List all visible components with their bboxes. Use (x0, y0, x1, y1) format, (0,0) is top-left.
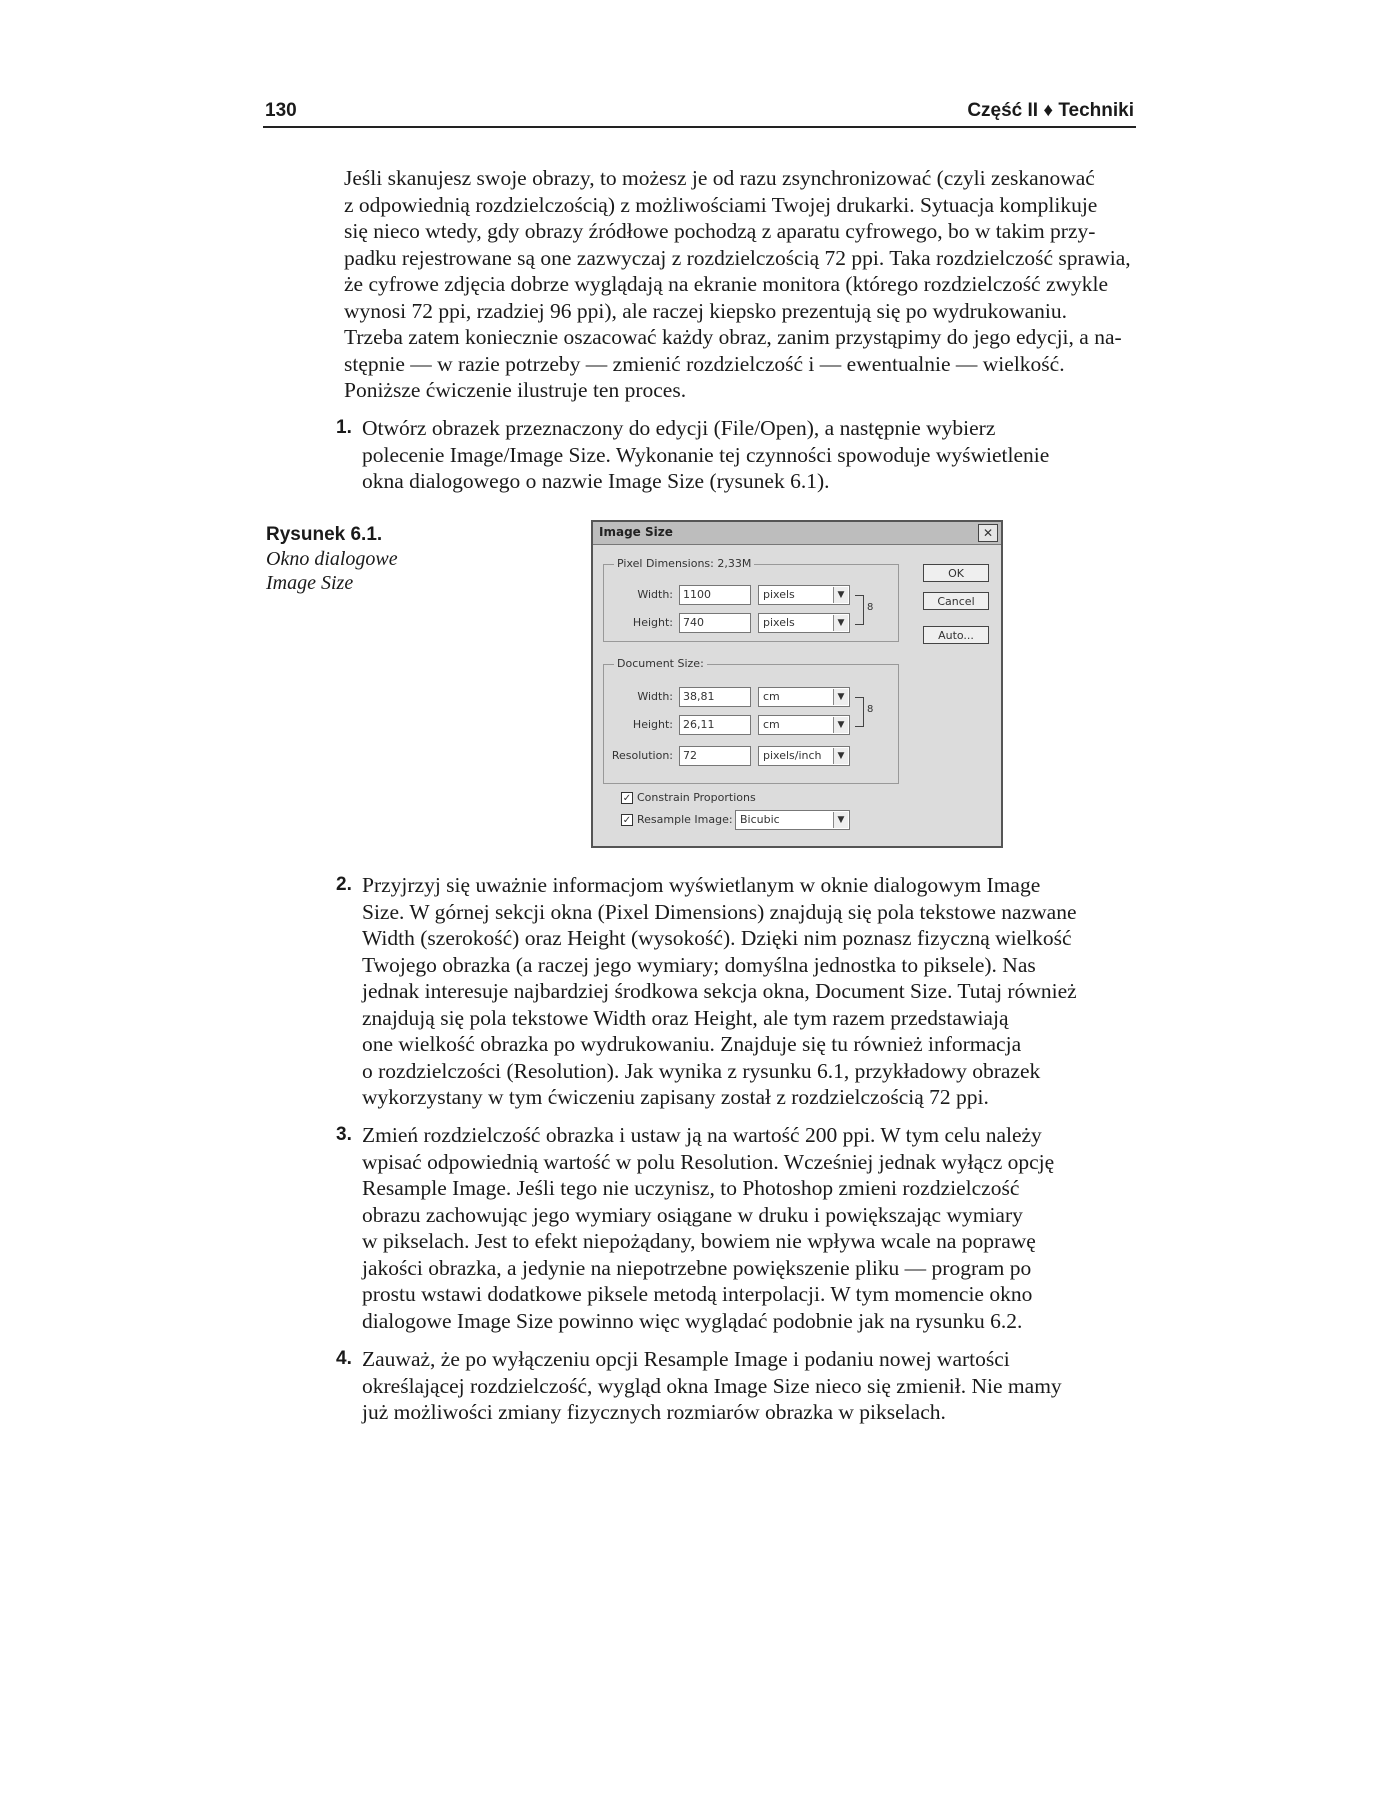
text-line: okna dialogowego o nazwie Image Size (rysunek 6.1). (362, 469, 830, 493)
text-line: wpisać odpowiednią wartość w polu Resolution. Wcześniej jednak wyłącz opcję (362, 1149, 1055, 1174)
text-line: wynosi 72 ppi, rzadziej 96 ppi), ale raczej kiepsko prezentują się po wydrukowaniu. (344, 298, 1068, 323)
auto-button[interactable]: Auto... (923, 626, 989, 644)
doc-height-unit-select[interactable] (758, 715, 850, 735)
figure-caption (266, 523, 446, 595)
pixel-dimensions-legend: Pixel Dimensions: 2,33M (614, 557, 754, 570)
link-bracket (855, 697, 864, 727)
text-line: Przyjrzyj się uważnie informacjom wyświetlanym w oknie dialogowym Image (362, 873, 1041, 897)
step-number: 3. (336, 1124, 352, 1145)
doc-height-label: Height: (632, 718, 673, 731)
text-line: określającej rozdzielczość, wygląd okna Image Size nieco się zmienił. Nie mamy (362, 1373, 1062, 1398)
text-line: stępnie — w razie potrzeby — zmienić rozdzielczość i — ewentualnie — wielkość. (344, 351, 1065, 376)
intro-paragraph (344, 165, 1134, 404)
figure-label: Rysunek 6.1. (266, 524, 383, 545)
chain-link-icon: 8 (867, 602, 874, 613)
text-line: obrazu zachowując jego wymiary osiągane w druku i powiększając wymiary (362, 1202, 1023, 1227)
pixel-width-unit-select[interactable] (758, 585, 850, 605)
chevron-down-icon: ▼ (833, 689, 848, 705)
step-4 (336, 1346, 1137, 1426)
close-icon[interactable]: ✕ (978, 524, 998, 542)
text-line: z odpowiednią rozdzielczością) z możliwościami Twojej drukarki. Sytuacja komplikuje (344, 192, 1098, 217)
text-line: Poniższe ćwiczenie ilustruje ten proces. (344, 378, 687, 402)
text-line: Width (szerokość) oraz Height (wysokość). Dzięki nim poznasz fizyczną wielkość (362, 926, 1072, 950)
document-size-legend: Document Size: (614, 657, 707, 670)
text-line: się nieco wtedy, gdy obrazy źródłowe pochodzą z aparatu cyfrowego, bo w takim przy- (344, 219, 1096, 243)
caption-line: Image Size (266, 572, 354, 594)
step-2 (336, 872, 1137, 1111)
select-value: pixels (763, 588, 795, 601)
doc-width-label: Width: (637, 690, 673, 703)
text-line: padku rejestrowane są one zazwyczaj z rozdzielczością 72 ppi. Taka rozdzielczość sprawia, (344, 245, 1131, 270)
text-line: Trzeba zatem koniecznie oszacować każdy obraz, zanim przystąpimy do jego edycji, a na- (344, 325, 1122, 349)
text-line: Twojego obrazka (a raczej jego wymiary; domyślna jednostka to piksele). Nas (362, 952, 1036, 977)
chevron-down-icon: ▼ (833, 615, 848, 631)
running-title: Część II ♦ Techniki (967, 100, 1134, 121)
text-line: Jeśli skanujesz swoje obrazy, to możesz je od razu zsynchronizować (czyli zeskanować (344, 166, 1095, 190)
select-value: Bicubic (740, 813, 780, 826)
page-number: 130 (265, 100, 297, 121)
link-bracket (855, 595, 864, 625)
doc-height-field[interactable]: 26,11 (679, 715, 751, 735)
resample-method-select[interactable] (735, 810, 850, 830)
chevron-down-icon: ▼ (833, 717, 848, 733)
chevron-down-icon: ▼ (833, 748, 848, 764)
text-line: Zmień rozdzielczość obrazka i ustaw ją na wartość 200 ppi. W tym celu należy (362, 1123, 1042, 1147)
pixel-width-field[interactable]: 1100 (679, 585, 751, 605)
step-1 (336, 415, 1137, 495)
step-number: 4. (336, 1348, 352, 1369)
text-line: one wielkość obrazka po wydrukowaniu. Znajduje się tu również informacja (362, 1032, 1022, 1056)
pixel-width-label: Width: (637, 588, 673, 601)
resolution-label: Resolution: (611, 749, 673, 762)
doc-width-field[interactable]: 38,81 (679, 687, 751, 707)
text-line: prostu wstawi dodatkowe piksele metodą interpolacji. W tym momencie okno (362, 1282, 1033, 1306)
pixel-height-unit-select[interactable] (758, 613, 850, 633)
text-line: jakości obrazka, a jedynie na niepotrzebne powiększenie pliku — program po (362, 1255, 1032, 1280)
caption-line: Okno dialogowe (266, 548, 398, 570)
step-3 (336, 1122, 1137, 1334)
pixel-height-label: Height: (632, 616, 673, 629)
text-line: Size. W górnej sekcji okna (Pixel Dimensions) znajdują się pola tekstowe nazwane (362, 899, 1077, 924)
text-line: już możliwości zmiany fizycznych rozmiarów obrazka w pikselach. (362, 1400, 946, 1424)
text-line: Zauważ, że po wyłączeniu opcji Resample Image i podaniu nowej wartości (362, 1347, 1010, 1371)
select-value: pixels/inch (763, 749, 822, 762)
select-value: cm (763, 718, 780, 731)
text-line: w pikselach. Jest to efekt niepożądany, bowiem nie wpływa wcale na poprawę (362, 1229, 1036, 1253)
resample-image-checkbox[interactable]: ✓ (622, 815, 632, 826)
text-line: polecenie Image/Image Size. Wykonanie tej czynności spowoduje wyświetlenie (362, 442, 1050, 467)
dialog-titlebar (593, 522, 1001, 545)
select-value: pixels (763, 616, 795, 629)
resolution-field[interactable]: 72 (679, 746, 751, 766)
text-line: wykorzystany w tym ćwiczeniu zapisany został z rozdzielczością 72 ppi. (362, 1085, 989, 1109)
constrain-proportions-label: Constrain Proportions (637, 791, 756, 804)
text-line: jednak interesuje najbardziej środkowa sekcja okna, Document Size. Tutaj również (362, 979, 1077, 1003)
resolution-unit-select[interactable] (758, 746, 850, 766)
ok-button[interactable]: OK (923, 564, 989, 582)
step-number: 2. (336, 874, 352, 895)
chevron-down-icon: ▼ (833, 812, 848, 828)
dialog-title: Image Size (599, 525, 673, 539)
chevron-down-icon: ▼ (833, 587, 848, 603)
page-header (263, 100, 1136, 128)
text-line: znajdują się pola tekstowe Width oraz Height, ale tym razem przedstawiają (362, 1005, 1009, 1030)
step-number: 1. (336, 417, 352, 438)
text-line: że cyfrowe zdjęcia dobrze wyglądają na ekranie monitora (którego rozdzielczość zwykle (344, 272, 1109, 296)
doc-width-unit-select[interactable] (758, 687, 850, 707)
image-size-dialog (591, 520, 1003, 848)
text-line: o rozdzielczości (Resolution). Jak wynika z rysunku 6.1, przykładowy obrazek (362, 1058, 1041, 1083)
resample-image-label: Resample Image: (637, 813, 733, 826)
chain-link-icon: 8 (867, 704, 874, 715)
select-value: cm (763, 690, 780, 703)
pixel-height-field[interactable]: 740 (679, 613, 751, 633)
text-line: dialogowe Image Size powinno więc wyglądać podobnie jak na rysunku 6.2. (362, 1308, 1023, 1333)
constrain-proportions-checkbox[interactable]: ✓ (622, 793, 632, 804)
cancel-button[interactable]: Cancel (923, 592, 989, 610)
text-line: Otwórz obrazek przeznaczony do edycji (File/Open), a następnie wybierz (362, 416, 996, 440)
text-line: Resample Image. Jeśli tego nie uczynisz, to Photoshop zmieni rozdzielczość (362, 1176, 1020, 1200)
